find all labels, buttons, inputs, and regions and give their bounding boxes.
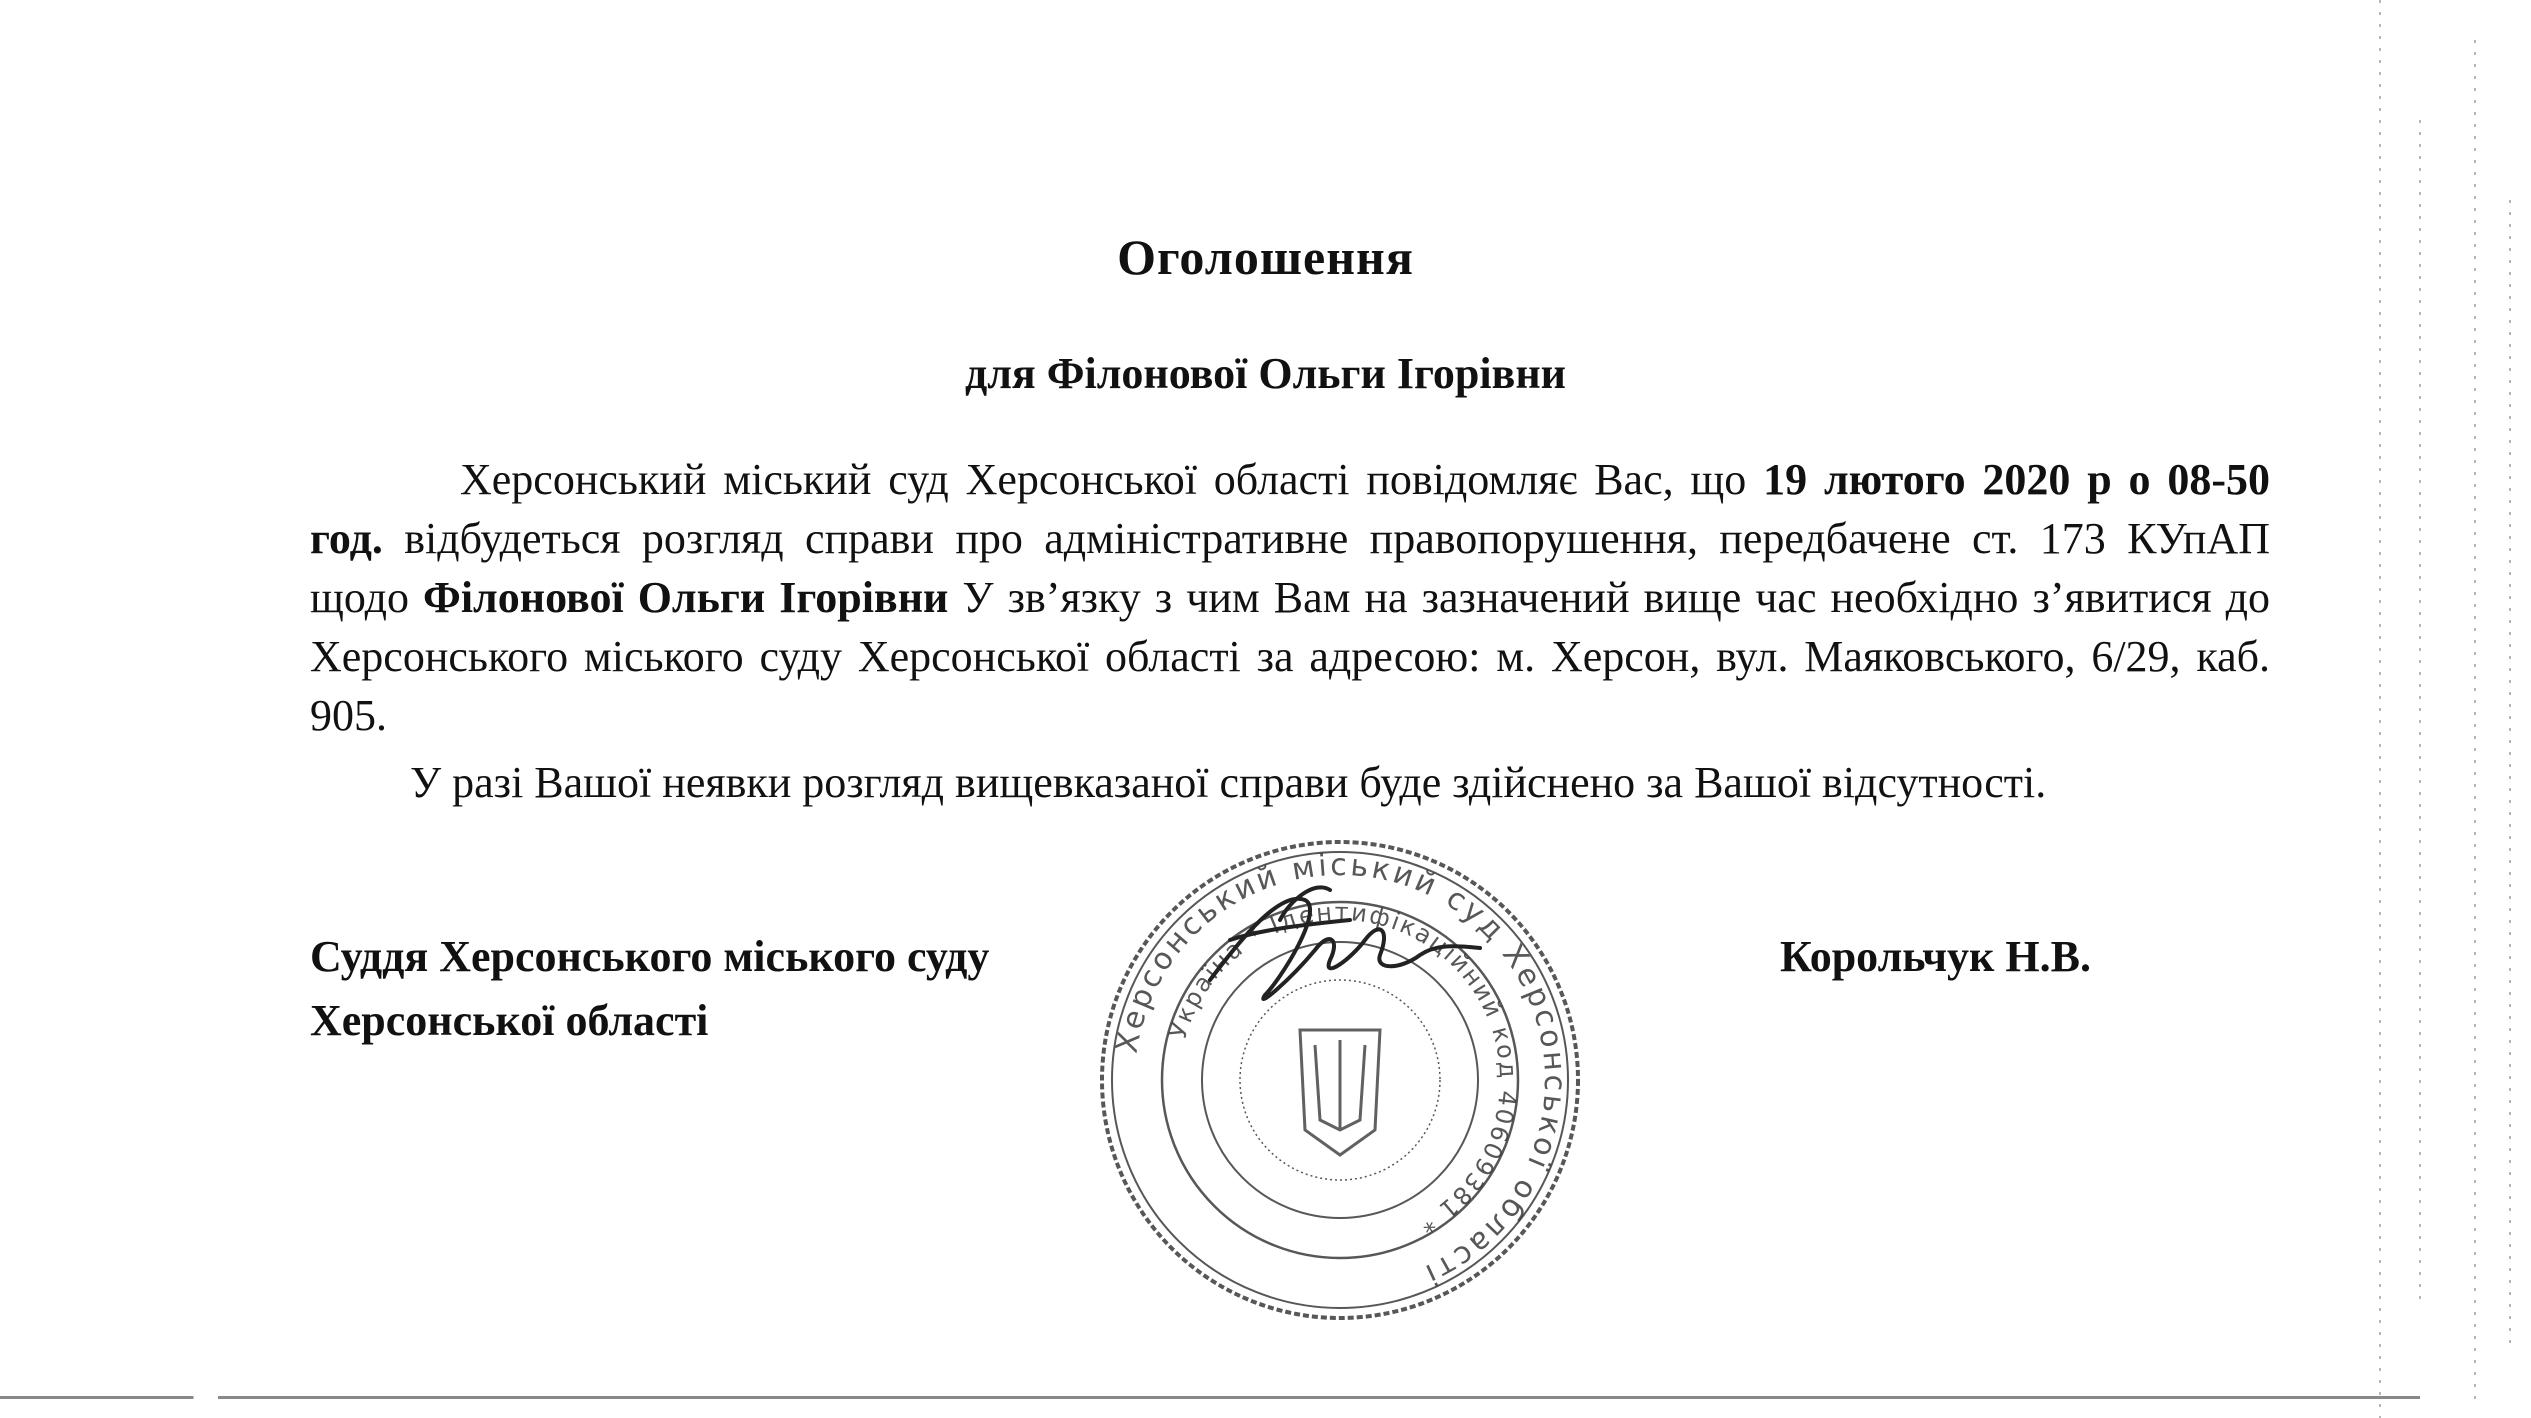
svg-text:Україна * Ідентифікаційний код xyxy=(1164,898,1522,1240)
scan-bottom-line xyxy=(0,1396,2420,1399)
judge-position-line-2: Херсонської області xyxy=(310,996,709,1045)
court-seal-stamp xyxy=(1090,830,1590,1330)
notice-lead-text: Херсонський міський суд Херсонської області повідомляє Вас, що xyxy=(460,455,1764,504)
notice-paragraph-1 xyxy=(310,450,2270,745)
person-name: Філонової Ольги Ігорівни xyxy=(423,573,949,622)
notice-tail-text: У зв’язку з чим Вам на зазначений вище час необхідно з’явитися до Херсонського міського суду Херсонської області за адресою: м. Херсон, вул. Маяковського, 6/29, каб. 905. xyxy=(310,573,2271,740)
document-title: Оголошення xyxy=(1117,229,1414,285)
seal-inner-text: Україна * Ідентифікаційний код 40609381 * xyxy=(1163,897,1523,1240)
addressee-line: для Філонової Ольги Ігорівни xyxy=(964,349,1567,398)
judge-position-line-1: Суддя Херсонського міського суду xyxy=(310,932,990,981)
trident-emblem-icon xyxy=(1300,1030,1380,1155)
scan-edge-artifacts xyxy=(2360,0,2531,1418)
judge-position xyxy=(310,925,989,1053)
notice-paragraph-2: У разі Вашої неявки розгляд вищевказаної справи буде здійснено за Вашої відсутності. xyxy=(410,758,2047,807)
hearing-date-time: 19 лютого 2020 р о 08-50 год. xyxy=(310,455,2270,563)
judge-name: Корольчук Н.В. xyxy=(1780,932,2091,981)
notice-body xyxy=(310,450,2270,812)
notice-middle-text: відбудеться розгляд справи про адміністративне правопорушення, передбачене ст. 173 КУпАП щодо xyxy=(310,514,2270,622)
seal-outer-text: Херсонський міський суд Херсонської області xyxy=(1109,847,1573,1293)
